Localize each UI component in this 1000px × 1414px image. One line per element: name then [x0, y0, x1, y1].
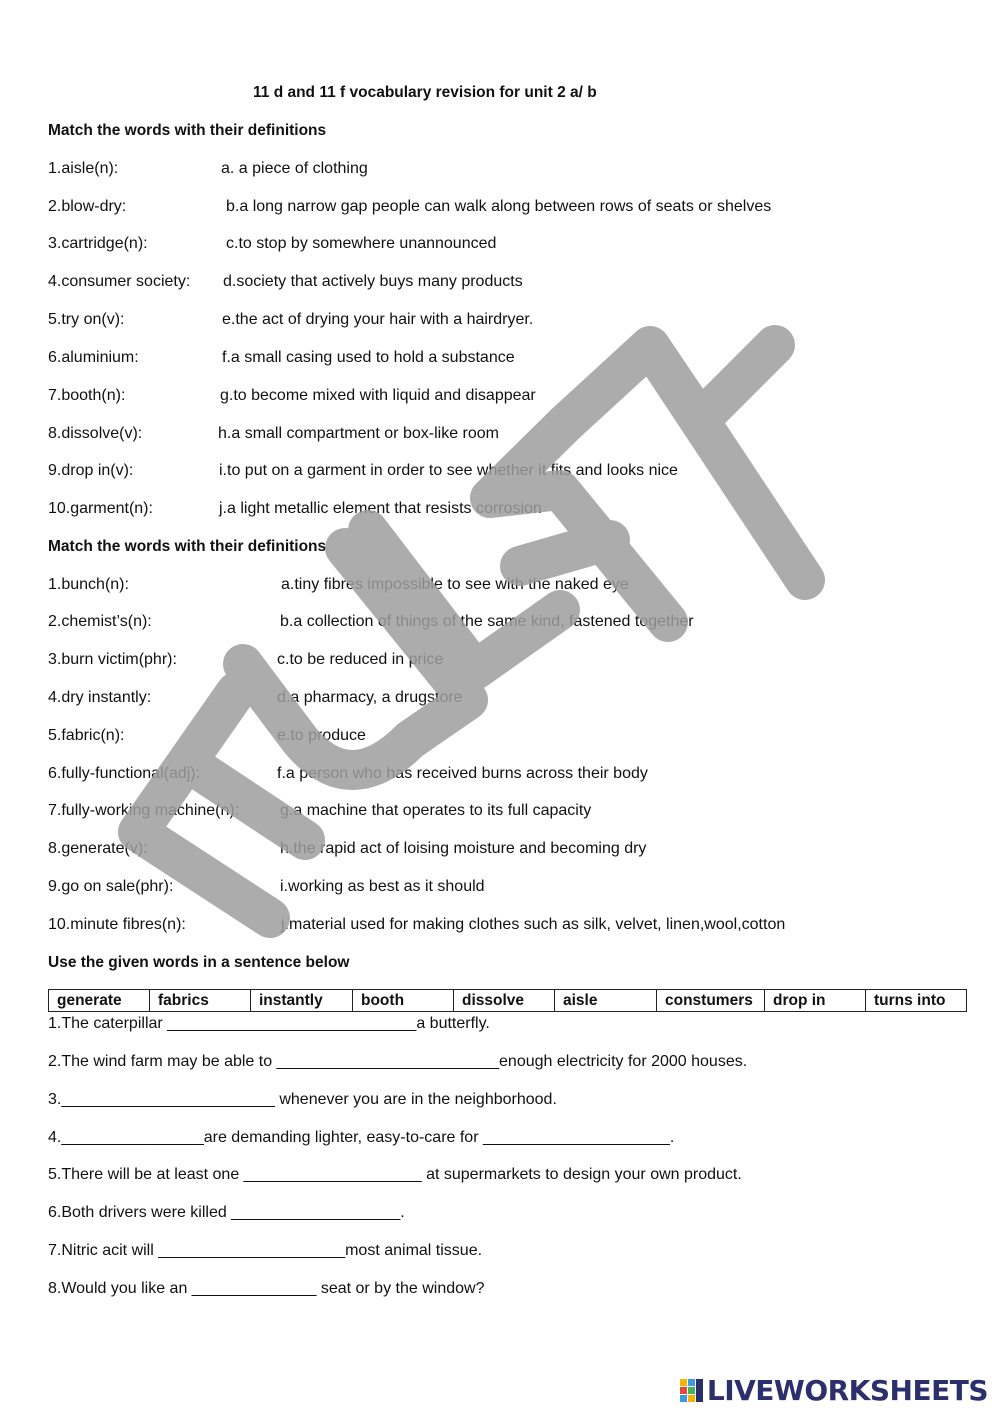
word-bank-cell: fabrics: [150, 990, 251, 1012]
section1-heading: Match the words with their definitions: [48, 122, 327, 139]
s2-word-1: 1.bunch(n):: [48, 576, 129, 593]
word-bank-cell: dissolve: [454, 990, 555, 1012]
s1-word-4: 4.consumer society:: [48, 273, 191, 290]
s2-word-8: 8.generate(v):: [48, 840, 148, 857]
s1-word-10: 10.garment(n):: [48, 500, 153, 517]
s2-word-3: 3.burn victim(phr):: [48, 651, 177, 668]
section3-heading: Use the given words in a sentence below: [48, 954, 350, 971]
s1-definition-2: b.a long narrow gap people can walk along between rows of seats or shelves: [226, 198, 772, 215]
s1-definition-8: h.a small compartment or box-like room: [218, 425, 499, 442]
word-bank-table: [48, 989, 967, 1012]
s1-definition-7: g.to become mixed with liquid and disappear: [220, 387, 536, 404]
sentence-7: 7.Nitric acit will _____________________most animal tissue.: [48, 1242, 483, 1259]
s1-definition-4: d.society that actively buys many products: [223, 273, 523, 290]
s2-definition-10: j.material used for making clothes such as silk, velvet, linen,wool,cotton: [281, 916, 786, 933]
liveworksheets-logo: [679, 1372, 988, 1408]
word-bank-cell: aisle: [555, 990, 657, 1012]
s1-word-9: 9.drop in(v):: [48, 462, 134, 479]
s1-word-3: 3.cartridge(n):: [48, 235, 148, 252]
watermark-letter-l: [368, 530, 560, 670]
s2-word-9: 9.go on sale(phr):: [48, 878, 174, 895]
word-bank-cell: instantly: [251, 990, 353, 1012]
word-bank-cell: turns into: [866, 990, 967, 1012]
page-title: 11 d and 11 f vocabulary revision for unit 2 a/ b: [253, 84, 597, 101]
sentence-3: 3.________________________ whenever you are in the neighborhood.: [48, 1091, 557, 1108]
sentence-8: 8.Would you like an ______________ seat or by the window?: [48, 1280, 485, 1297]
s2-definition-8: h.the rapid act of loising moisture and becoming dry: [280, 840, 647, 857]
s1-word-7: 7.booth(n):: [48, 387, 126, 404]
s1-definition-1: a. a piece of clothing: [221, 160, 368, 177]
s1-word-5: 5.try on(v):: [48, 311, 125, 328]
section2-heading: Match the words with their definitions: [48, 538, 327, 555]
sentence-5: 5.There will be at least one ____________________ at supermarkets to design your own product.: [48, 1166, 742, 1183]
word-bank-cell: booth: [353, 990, 454, 1012]
s2-word-4: 4.dry instantly:: [48, 689, 152, 706]
s2-definition-3: c.to be reduced in price: [277, 651, 444, 668]
s1-word-1: 1.aisle(n):: [48, 160, 119, 177]
s2-definition-1: a.tiny fibres impossible to see with the naked eye: [281, 576, 629, 593]
s2-word-7: 7.fully-working machine(n):: [48, 802, 240, 819]
word-bank-cell: constumers: [657, 990, 765, 1012]
sentence-6: 6.Both drivers were killed ___________________.: [48, 1204, 405, 1221]
s2-word-5: 5.fabric(n):: [48, 727, 125, 744]
sentence-1: 1.The caterpillar ____________________________a butterfly.: [48, 1015, 490, 1032]
s2-word-6: 6.fully-functional(adj):: [48, 765, 201, 782]
s2-definition-9: i.working as best as it should: [280, 878, 485, 895]
sentence-4: 4.________________are demanding lighter, easy-to-care for _____________________.: [48, 1129, 675, 1146]
s1-definition-3: c.to stop by somewhere unannounced: [226, 235, 497, 252]
s1-definition-10: j.a light metallic element that resists corrosion: [219, 500, 542, 517]
s1-word-8: 8.dissolve(v):: [48, 425, 143, 442]
s2-definition-5: e.to produce: [277, 727, 366, 744]
s1-definition-5: e.the act of drying your hair with a hairdryer.: [222, 311, 534, 328]
s2-definition-4: d.a pharmacy, a drugstore: [277, 689, 463, 706]
word-bank-cell: generate: [49, 990, 150, 1012]
s2-definition-2: b.a collection of things of the same kind, fastened together: [280, 613, 694, 630]
sentence-2: 2.The wind farm may be able to _________________________enough electricity for 2000 houses.: [48, 1053, 748, 1070]
s1-word-2: 2.blow-dry:: [48, 198, 127, 215]
liveworksheets-brand-text: LIVEWORKSHEETS: [706, 1373, 988, 1407]
s1-word-6: 6.aluminium:: [48, 349, 139, 366]
s1-definition-9: i.to put on a garment in order to see whether it fits and looks nice: [219, 462, 678, 479]
s2-definition-6: f.a person who has received burns across their body: [277, 765, 648, 782]
s2-word-2: 2.chemist’s(n):: [48, 613, 152, 630]
s2-word-10: 10.minute fibres(n):: [48, 916, 186, 933]
s2-definition-7: g.a machine that operates to its full capacity: [280, 802, 592, 819]
s1-definition-6: f.a small casing used to hold a substance: [222, 349, 515, 366]
word-bank-cell: drop in: [765, 990, 866, 1012]
liveworksheets-logo-icon: [679, 1377, 705, 1403]
